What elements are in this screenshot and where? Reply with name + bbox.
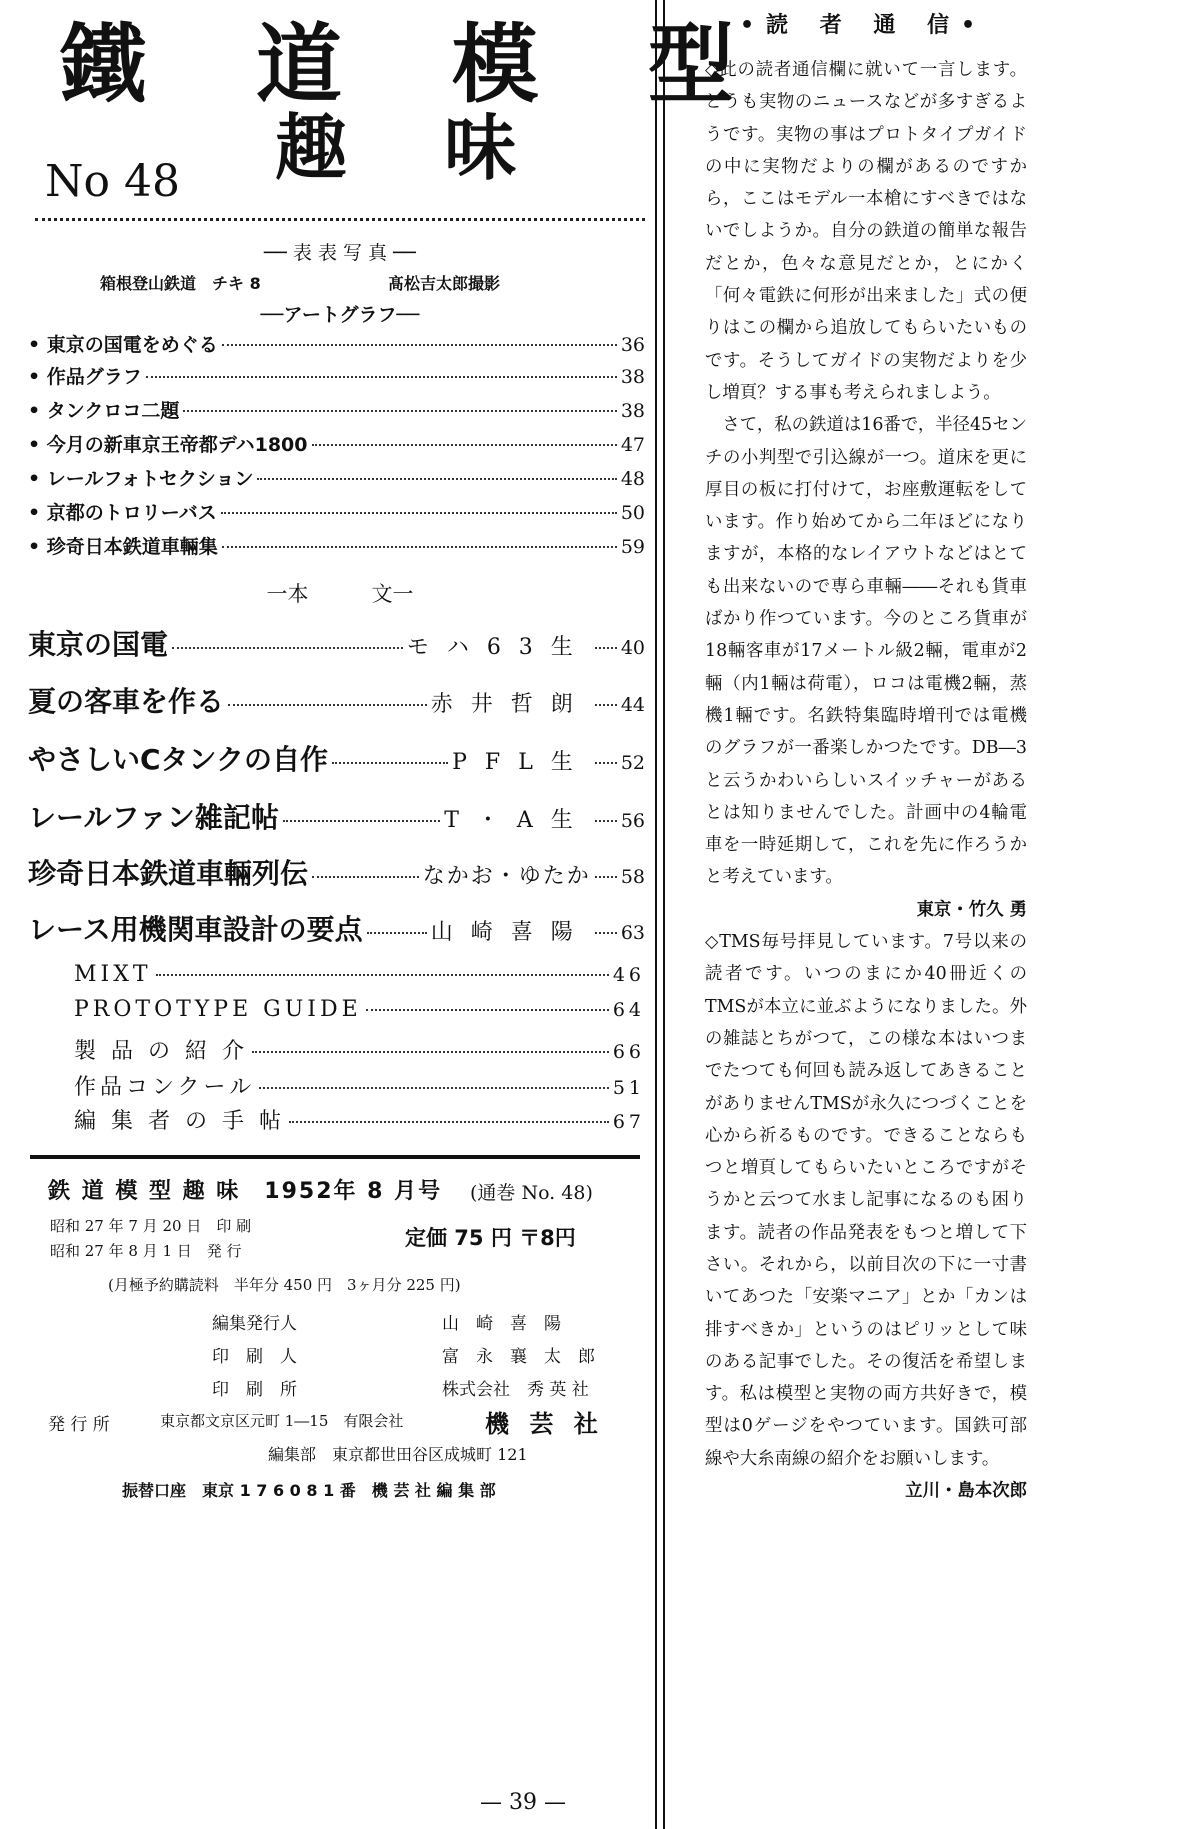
toc-title: 珍奇日本鉄道車輛列伝 (28, 857, 309, 890)
leader-dots (252, 1051, 609, 1053)
toc-title: 夏の客車を作る (28, 685, 225, 718)
toc-title: やさしいCタンクの自作 (28, 743, 328, 776)
toc-artgraph-row[interactable] (28, 498, 645, 528)
colophon-publisher-address: 東京都文京区元町 1―15 有限会社 (160, 1412, 404, 1430)
leader-dots (146, 376, 617, 378)
leader-dots (156, 974, 609, 976)
toc-page: 56 (620, 810, 645, 832)
toc-page: 63 (620, 922, 645, 944)
letters-column (705, 54, 1027, 1507)
toc-author: モハ63生 (406, 635, 591, 660)
leader-dots (259, 1087, 609, 1089)
toc-page: 64 (612, 999, 645, 1021)
leader-dots (595, 762, 617, 764)
toc-page: 48 (620, 468, 645, 490)
toc-page: 58 (620, 866, 645, 888)
leader-dots (222, 344, 617, 346)
toc-author: なかお・ゆたか (422, 864, 591, 889)
toc-author: PFL生 (452, 750, 591, 775)
leader-dots (221, 512, 617, 514)
cover-photographer: 髙松吉太郎撮影 (388, 274, 501, 293)
toc-page: 36 (620, 334, 645, 356)
toc-artgraph-row[interactable] (28, 430, 645, 460)
toc-misc-row[interactable] (74, 1070, 645, 1101)
cover-subject: 箱根登山鉄道 チキ 8 (100, 274, 261, 293)
toc-page: 46 (612, 964, 645, 986)
toc-article-row[interactable] (28, 623, 645, 663)
leader-dots (283, 820, 440, 822)
magazine-title-line2: 趣 味 (275, 106, 553, 190)
toc-misc-row[interactable] (74, 1034, 645, 1065)
toc-misc-row[interactable] (74, 962, 645, 987)
letter-paragraph: ◇TMS毎号拝見しています。7号以来の読者です。いつのまにか40冊近くのTMSが本立に並ぶようになりました。外の雑誌とちがつて，この様な本はいつまでたつても何回も読み返してあきることがありませんTMSが永久につづくことを心から祈るものです。できることならもつと増頁してもらいたいところですがそうかと云つて水まし記事になるのも困ります。読者の作品発表をもつと増して下さい。それから，以前目次の下に一寸書いてあつた「安楽マニア」とか「カンは排すべきか」というのはピリッとして味のある記事でした。その復活を希望します。私は模型と実物の両方共好きで，模型は0ゲージをやつています。国鉄可部線や大糸南線の紹介をお願いします。 (705, 932, 1027, 1469)
toc-page: 52 (620, 752, 645, 774)
leader-dots (222, 546, 617, 548)
toc-artgraph-row[interactable] (28, 532, 645, 562)
page-number: — 39 — (480, 1790, 566, 1815)
leader-dots (312, 876, 419, 878)
toc-page: 67 (612, 1111, 645, 1133)
toc-page: 51 (612, 1077, 645, 1099)
colophon-subscription: (月極予約購読料 半年分 450 円 3ヶ月分 225 円) (108, 1276, 461, 1294)
artgraph-heading: ──アートグラフ── (260, 304, 420, 326)
leader-dots (595, 876, 617, 878)
magazine-title-line1: 鐵 道 模 型 (60, 15, 774, 115)
toc-misc-row[interactable] (74, 1104, 645, 1135)
toc-misc-row[interactable] (74, 997, 645, 1022)
toc-artgraph-row[interactable] (28, 330, 645, 360)
leader-dots (367, 932, 427, 934)
leader-dots (312, 444, 617, 446)
colophon-printshop-label: 印 刷 所 (212, 1380, 297, 1400)
toc-title: PROTOTYPE GUIDE (74, 997, 362, 1022)
colophon-printed-date: 昭和 27 年 7 月 20 日 印 刷 (50, 1217, 252, 1235)
toc-title: 東京の国電 (28, 628, 169, 661)
letter-paragraph: ◇此の読者通信欄に就いて一言します。どうも実物のニュースなどが多すぎるようです。実物の事はプロトタイプガイドの中に実物だよりの欄があるのですから，ここはモデル一本槍にすべきではないでしようか。自分の鉄道の簡単な報告だとか，色々な意見だとか，とにかく「何々電鉄に何形が出来ました」式の便りはこの欄から追放してもらいたいものです。そうしてガイドの実物だよりを少し増頁？する事も考えられましよう。 (705, 60, 1027, 403)
toc-page: 59 (620, 536, 645, 558)
colophon-publisher-name: 機 芸 社 (485, 1410, 604, 1438)
letter-signature: 東京・竹久 勇 (916, 899, 1027, 920)
colophon-rule (30, 1155, 640, 1159)
toc-title: 作品コンクール (74, 1075, 256, 1100)
letter-signature: 立川・島本次郎 (905, 1481, 1027, 1502)
toc-title: レース用機関車設計の要点 (28, 913, 363, 946)
leader-dots (332, 762, 448, 764)
toc-title: MIXT (74, 962, 152, 987)
toc-page: 40 (620, 637, 645, 659)
toc-article-row[interactable] (28, 680, 645, 720)
colophon-volume: (通巻 No. 48) (470, 1182, 593, 1204)
colophon-printshop: 株式会社 秀 英 社 (442, 1380, 589, 1400)
colophon-published-date: 昭和 27 年 8 月 1 日 発 行 (50, 1242, 242, 1260)
leader-dots (183, 410, 616, 412)
toc-article-row[interactable] (28, 738, 645, 778)
toc-author: 山崎喜陽 (430, 920, 591, 945)
cover-heading: ── 表 表 写 真 ── (264, 242, 416, 264)
toc-title: 製 品 の 紹 介 (74, 1039, 248, 1064)
toc-page: 66 (612, 1041, 645, 1063)
colophon-price: 定価 75 円 〒8円 (405, 1226, 576, 1250)
toc-title: • 珍奇日本鉄道車輛集 (28, 536, 218, 558)
leader-dots (595, 820, 617, 822)
letters-heading: •読 者 通 信• (740, 13, 988, 38)
leader-dots (595, 647, 617, 649)
toc-page: 38 (620, 366, 645, 388)
colophon-printer: 富 永 襄 太 郎 (442, 1347, 595, 1367)
colophon-transfer-account: 振替口座 東京 1 7 6 0 8 1 番 機 芸 社 編 集 部 (122, 1481, 496, 1500)
toc-page: 44 (620, 694, 645, 716)
leader-dots (172, 647, 403, 649)
toc-title: • 作品グラフ (28, 366, 142, 388)
toc-article-row[interactable] (28, 852, 645, 892)
toc-title: レールファン雑記帖 (28, 801, 279, 834)
toc-artgraph-row[interactable] (28, 396, 645, 426)
toc-article-row[interactable] (28, 796, 645, 836)
colophon-editorial-office: 編集部 東京都世田谷区成城町 121 (268, 1445, 528, 1464)
toc-title: 編 集 者 の 手 帖 (74, 1109, 285, 1134)
masthead-divider (35, 218, 645, 221)
leader-dots (366, 1009, 609, 1011)
toc-page: 50 (620, 502, 645, 524)
leader-dots (595, 932, 617, 934)
colophon-publisher-label: 発 行 所 (48, 1415, 110, 1435)
body-heading: 一本 文一 (266, 582, 414, 606)
toc-artgraph-row[interactable] (28, 464, 645, 494)
leader-dots (228, 704, 427, 706)
leader-dots (595, 704, 617, 706)
column-rule-right (663, 0, 665, 1829)
leader-dots (289, 1121, 609, 1123)
toc-title: • 今月の新車京王帝都デハ1800 (28, 434, 308, 456)
colophon-printer-label: 印 刷 人 (212, 1347, 297, 1367)
letter-paragraph: さて，私の鉄道は16番で，半径45センチの小判型で引込線が一つ。道床を更に厚目の板に打付けて，お座敷運転をしています。作り始めてから二年ほどになりますが，本格的なレイアウトなどはとても出来ないので専ら車輛――それも貨車ばかり作つています。今のところ貨車が18輛客車が17メートル級2輛，電車が2輛（内1輛は荷電），ロコは電機2輛，蒸機1輛です。名鉄特集臨時増刊では電機のグラフが一番楽しかつたです。DB―3と云うかわいらしいスイッチャーがあるとは知りませんでした。計画中の4輪電車を一時延期して，これを先に作ろうかと考えています。 (705, 415, 1027, 888)
toc-author: T・A生 (444, 808, 591, 833)
leader-dots (257, 478, 616, 480)
toc-title: • 東京の国電をめぐる (28, 334, 218, 356)
toc-title: • レールフォトセクション (28, 468, 254, 490)
toc-author: 赤井哲朗 (430, 692, 591, 717)
toc-artgraph-row[interactable] (28, 362, 645, 392)
toc-page: 47 (620, 434, 645, 456)
toc-page: 38 (620, 400, 645, 422)
toc-title: • タンクロコ二題 (28, 400, 180, 422)
colophon-editor-label: 編集発行人 (212, 1314, 297, 1334)
toc-title: • 京都のトロリーバス (28, 502, 217, 524)
issue-number: No 48 (45, 156, 180, 207)
column-rule-left (655, 0, 657, 1829)
toc-article-row[interactable] (28, 908, 645, 948)
colophon-editor: 山 崎 喜 陽 (442, 1314, 561, 1334)
colophon-magazine: 鉄 道 模 型 趣 味 1952年 8 月号 (48, 1179, 443, 1204)
